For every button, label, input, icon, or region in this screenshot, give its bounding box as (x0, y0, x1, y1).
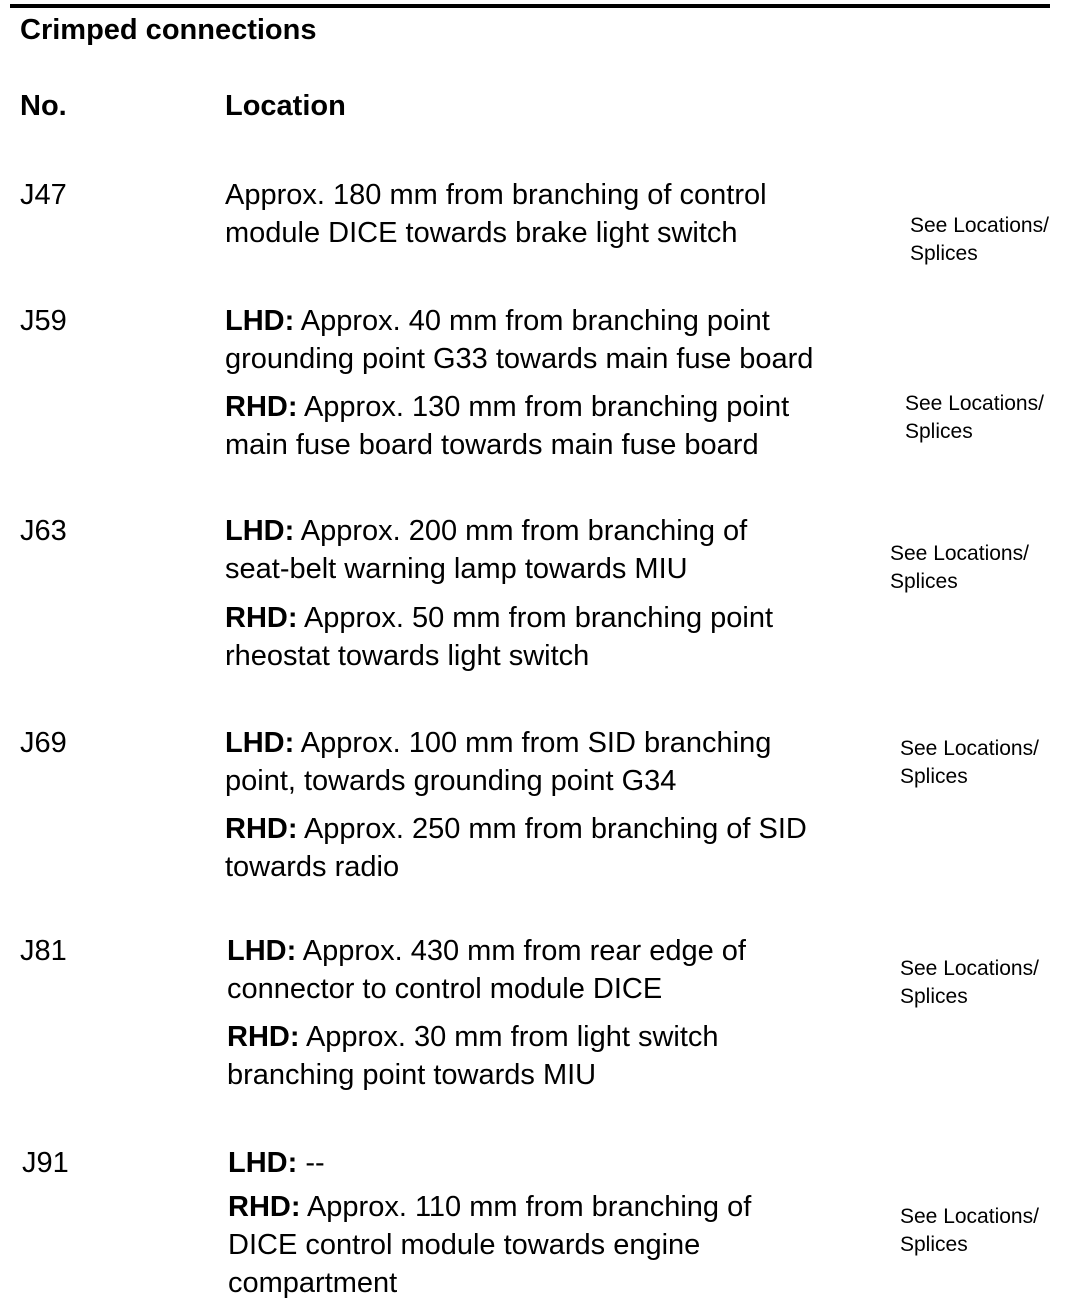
see-locations-link[interactable] (900, 735, 1039, 791)
row-number: J59 (20, 305, 67, 337)
entry-line-2: seat-belt warning lamp towards MIU (225, 553, 688, 585)
see-locations-link[interactable] (900, 1203, 1039, 1259)
entry-prefix: LHD: (225, 515, 295, 547)
row-number: J91 (22, 1147, 69, 1179)
entry-line-1: Approx. 130 mm from branching point (297, 391, 790, 423)
location-entry-rhd (225, 810, 807, 886)
entry-line-1: Approx. 100 mm from SID branching (294, 727, 772, 759)
location-entry-rhd (225, 388, 789, 464)
location-entry-rhd (225, 599, 773, 675)
see-line-1: See Locations/ (910, 214, 1049, 237)
location-entry-rhd (228, 1188, 751, 1302)
location-entry-lhd (227, 932, 746, 1008)
section-title: Crimped connections (20, 14, 317, 46)
row-number: J47 (20, 179, 67, 211)
see-locations-link[interactable] (910, 212, 1049, 268)
entry-prefix: LHD: (225, 727, 295, 759)
see-line-2: Splices (900, 985, 968, 1008)
location-entry (225, 176, 767, 252)
entry-line-2: module DICE towards brake light switch (225, 217, 738, 249)
entry-line-2: towards radio (225, 851, 400, 883)
entry-line-1: Approx. 50 mm from branching point (297, 602, 774, 634)
row-number: J69 (20, 727, 67, 759)
entry-line-2: DICE control module towards engine (228, 1229, 701, 1261)
see-line-1: See Locations/ (900, 737, 1039, 760)
location-entry-lhd (228, 1144, 325, 1182)
see-line-1: See Locations/ (890, 542, 1029, 565)
row-number: J81 (20, 935, 67, 967)
see-locations-link[interactable] (890, 540, 1029, 596)
location-entry-lhd (225, 724, 771, 800)
location-entry-rhd (227, 1018, 719, 1094)
entry-line-3: compartment (228, 1267, 398, 1299)
entry-line-1: Approx. 200 mm from branching of (294, 515, 748, 547)
see-line-1: See Locations/ (900, 1205, 1039, 1228)
entry-line-1: Approx. 110 mm from branching of (300, 1191, 752, 1223)
entry-line-1: Approx. 180 mm from branching of control (225, 179, 767, 211)
entry-line-1: Approx. 30 mm from light switch (299, 1021, 719, 1053)
entry-prefix: RHD: (227, 1021, 300, 1053)
entry-line-1: Approx. 40 mm from branching point (294, 305, 770, 337)
see-line-2: Splices (905, 420, 973, 443)
see-line-2: Splices (900, 1233, 968, 1256)
see-line-2: Splices (890, 570, 958, 593)
see-locations-link[interactable] (900, 955, 1039, 1011)
entry-line-1: Approx. 430 mm from rear edge of (296, 935, 746, 967)
entry-prefix: RHD: (228, 1191, 301, 1223)
see-line-2: Splices (910, 242, 978, 265)
entry-prefix: RHD: (225, 813, 298, 845)
entry-line-2: main fuse board towards main fuse board (225, 429, 759, 461)
entry-line-2: connector to control module DICE (227, 973, 663, 1005)
entry-line-2: rheostat towards light switch (225, 640, 590, 672)
location-entry-lhd (225, 302, 813, 378)
entry-prefix: LHD: (225, 305, 295, 337)
entry-line-1: -- (297, 1147, 325, 1179)
see-line-2: Splices (900, 765, 968, 788)
entry-prefix: LHD: (228, 1147, 298, 1179)
top-rule (10, 4, 1050, 8)
see-locations-link[interactable] (905, 390, 1044, 446)
location-entry-lhd (225, 512, 747, 588)
row-number: J63 (20, 515, 67, 547)
entry-line-2: point, towards grounding point G34 (225, 765, 677, 797)
column-header-no: No. (20, 90, 67, 122)
entry-line-2: branching point towards MIU (227, 1059, 597, 1091)
entry-prefix: RHD: (225, 602, 298, 634)
see-line-1: See Locations/ (905, 392, 1044, 415)
entry-prefix: LHD: (227, 935, 297, 967)
entry-prefix: RHD: (225, 391, 298, 423)
entry-line-2: grounding point G33 towards main fuse board (225, 343, 814, 375)
column-header-location: Location (225, 90, 346, 122)
entry-line-1: Approx. 250 mm from branching of SID (297, 813, 807, 845)
see-line-1: See Locations/ (900, 957, 1039, 980)
